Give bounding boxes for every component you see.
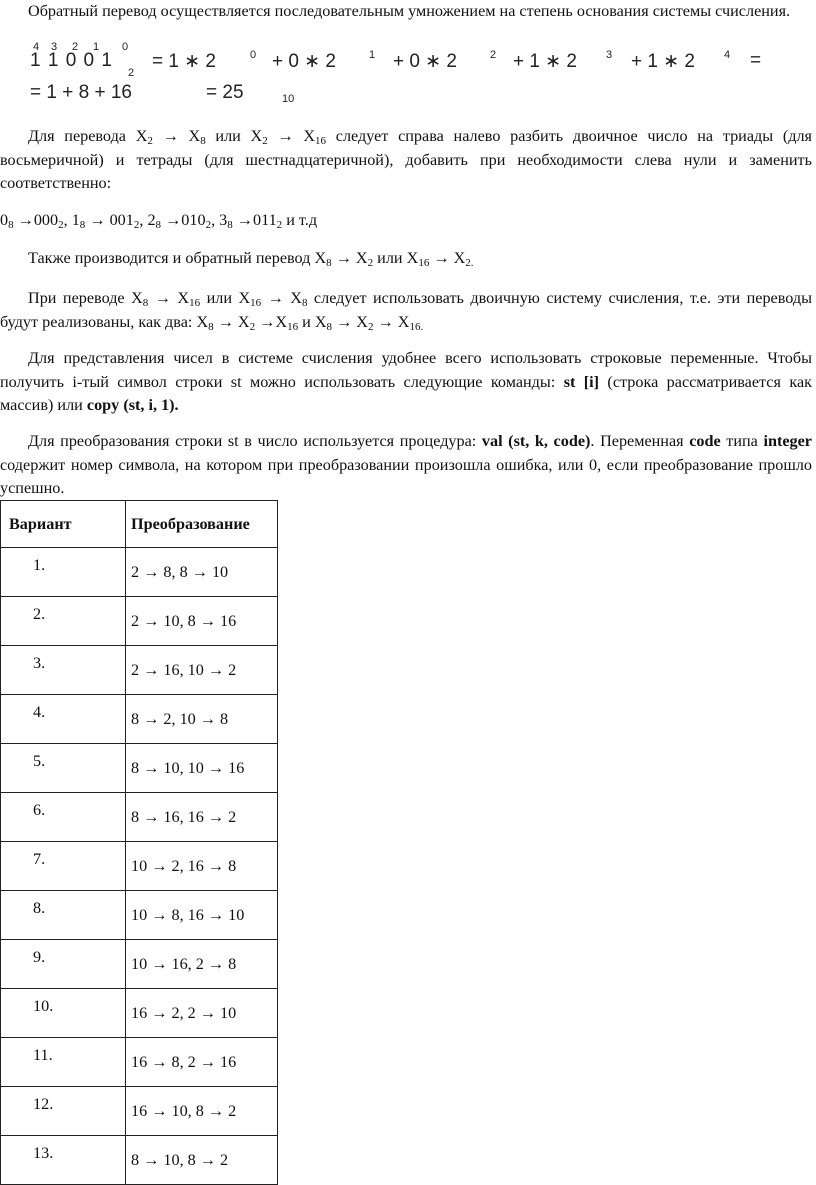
conversion-cell: 8 → 16, 16 → 2 [126,793,278,842]
position-index: 1 [93,41,100,53]
binary-base: 2 [128,67,135,79]
formula-term: + 0 ∗ 2 [272,51,336,72]
paragraph-triads: Для перевода $X_2 \to X_8$ или $X_2 \to X_{16}$ следует справа налево разбить двоичное число на триады (для восьмеричной) и тетрады (для шестнадцатеричной), добавить при необходимости слева нули и заменить соответственно: [0,127,813,192]
position-index: 2 [72,41,79,53]
formula-exponent: 1 [369,49,376,61]
variant-number: 9. [1,940,126,989]
conversion-cell: 10 → 8, 16 → 10 [126,891,278,940]
conversion-cell: 16 → 2, 2 → 10 [126,989,278,1038]
formula-term: = 1 ∗ 2 [152,51,216,72]
conversion-cell: 2 → 16, 10 → 2 [126,646,278,695]
formula-term: + 1 ∗ 2 [631,51,695,72]
conversion-cell: 2 → 8, 8 → 10 [126,548,278,597]
table-row [1,891,278,940]
table-header-row [1,501,278,548]
position-index: 3 [51,41,58,53]
table-row [1,842,278,891]
formula-exponent: 0 [250,49,257,61]
variants-table [0,500,278,1185]
variant-number: 7. [1,842,126,891]
variant-number: 11. [1,1038,126,1087]
formula-term: + 1 ∗ 2 [513,51,577,72]
position-index: 0 [122,41,129,53]
table-row [1,1038,278,1087]
conversion-cell: 8 → 2, 10 → 8 [126,695,278,744]
variant-number: 5. [1,744,126,793]
formula-exponent: 2 [490,49,497,61]
triad-examples: $0_8 \to 000_2$, $1_8 \to 001_2$, $2_8 \to 010_2$, $3_8 \to 011_2$ и т.д [0,211,318,231]
variant-number: 4. [1,695,126,744]
table-row [1,1136,278,1185]
table-row [1,744,278,793]
binary-digits: 1 1 0 0 1 [30,50,113,71]
header-variant: Вариант [1,501,126,548]
paragraph-reverse: Также производится и обратный перевод $X_8 \to X_2$ или $X_{16} \to X_{2.}$ [28,249,474,269]
table-row [1,989,278,1038]
header-conversion: Преобразование [126,501,278,548]
variant-number: 2. [1,597,126,646]
result-base: 10 [282,93,295,105]
variant-number: 12. [1,1087,126,1136]
table-row [1,597,278,646]
variant-number: 3. [1,646,126,695]
table-row [1,793,278,842]
table-row [1,548,278,597]
conversion-cell: 16 → 8, 2 → 16 [126,1038,278,1087]
formula-exponent: 3 [606,49,613,61]
conversion-cell: 2 → 10, 8 → 16 [126,597,278,646]
variant-number: 1. [1,548,126,597]
conversion-cell: 10 → 2, 16 → 8 [126,842,278,891]
formula-term: + 0 ∗ 2 [393,51,457,72]
paragraph-two-step: При переводе $X_8 \to X_{16}$ или $X_{16} \to X_8$ следует использовать двоичную систему счисления, т.е. эти переводы будут реализованы, как два: $X_8 \to X_2 \to X_{16}$ и $X_8 \to X_2 \to X_{16.}$ [0,289,813,333]
variant-number: 6. [1,793,126,842]
variant-number: 13. [1,1136,126,1185]
formula-equals: = [750,50,762,71]
conversion-cell: 16 → 10, 8 → 2 [126,1087,278,1136]
table-row [1,646,278,695]
formula-sum: = 1 + 8 + 16 [30,82,132,103]
conversion-cell: 8 → 10, 10 → 16 [126,744,278,793]
conversion-cell: 8 → 10, 8 → 2 [126,1136,278,1185]
intro-line: Обратный перевод осуществляется последовательным умножением на степень основания системы счисления. [28,2,791,20]
table-row [1,1087,278,1136]
paragraph-val: Для преобразования строки st в число используется процедура: val (st, k, code). Переменная code типа integer содержит номер символа, на котором при преобразовании произошла ошибка, или 0, если преобразование прошло успешно. [0,432,812,497]
formula-result: = 25 [206,82,244,103]
position-index: 4 [33,41,40,53]
variant-number: 8. [1,891,126,940]
table-row [1,695,278,744]
table-row [1,940,278,989]
conversion-cell: 10 → 16, 2 → 8 [126,940,278,989]
variant-number: 10. [1,989,126,1038]
formula-exponent: 4 [724,49,731,61]
paragraph-strings: Для представления чисел в системе счисления удобнее всего использовать строковые переменные. Чтобы получить i-тый символ строки st можно использовать следующие команды: st [i] (строка рассматривается как массив) или copy (st, i, 1). [0,349,812,414]
